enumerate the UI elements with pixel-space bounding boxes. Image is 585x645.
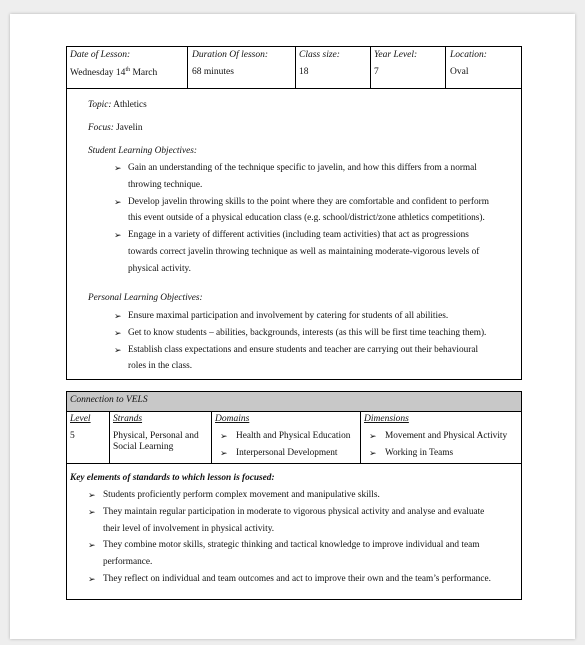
domains-label: Domains: [215, 414, 250, 424]
strands-label: Strands: [113, 414, 143, 424]
arrow-bullet-icon: ➢: [369, 431, 377, 441]
list-item-line: Ensure maximal participation and involvement by catering for students of all abilities.: [128, 311, 449, 321]
list-item-line: roles in the class.: [128, 361, 193, 372]
year-level-label: Year Level:: [374, 50, 418, 60]
list-item-line: this event outside of a physical education class (e.g. school/district/zone athletics competitions).: [128, 213, 485, 224]
list-item-line: Develop javelin throwing skills to the point where they are comfortable and confident to perform: [128, 196, 489, 207]
focus-line: Focus: Javelin: [88, 123, 143, 133]
arrow-bullet-icon: ➢: [220, 431, 228, 441]
strands-value-2: Social Learning: [113, 442, 174, 452]
strands-value-1: Physical, Personal and: [113, 431, 199, 441]
list-item-line: Gain an understanding of the technique specific to javelin, and how this differs from a normal: [128, 163, 477, 173]
list-item: Working in Teams: [385, 448, 454, 458]
arrow-bullet-icon: ➢: [114, 311, 122, 321]
lesson-plan-page: [10, 14, 575, 639]
class-size-label: Class size:: [299, 50, 340, 60]
arrow-bullet-icon: ➢: [114, 344, 122, 355]
level-value: 5: [70, 431, 75, 441]
lesson-info-table: [66, 46, 522, 89]
arrow-bullet-icon: ➢: [114, 230, 122, 241]
list-item-line: throwing technique.: [128, 179, 203, 190]
duration-value: 68 minutes: [192, 67, 234, 77]
key-elements-heading: Key elements of standards to which lesson is focused:: [70, 473, 275, 483]
arrow-bullet-icon: ➢: [114, 327, 122, 338]
list-item-line: Establish class expectations and ensure students and teacher are carrying out their behavioural: [128, 344, 479, 355]
vels-header: Connection to VELS: [70, 395, 148, 405]
list-item: Movement and Physical Activity: [385, 431, 508, 441]
list-item-line: performance.: [103, 557, 153, 568]
list-item-line: their level of involvement in physical activity.: [103, 523, 275, 534]
location-label: Location:: [450, 50, 487, 60]
list-item: Health and Physical Education: [236, 431, 351, 441]
location-value: Oval: [450, 67, 469, 77]
arrow-bullet-icon: ➢: [220, 448, 228, 458]
list-item-line: physical activity.: [128, 263, 191, 274]
date-label: Date of Lesson:: [70, 50, 131, 60]
objectives-table: [66, 88, 522, 380]
arrow-bullet-icon: ➢: [369, 448, 377, 458]
list-item-line: They combine motor skills, strategic thinking and tactical knowledge to improve individual and team: [103, 540, 480, 551]
class-size-value: 18: [299, 67, 309, 77]
list-item-line: towards correct javelin throwing technique as well as maintaining moderate-vigorous levels of: [128, 247, 480, 257]
list-item-line: Engage in a variety of different activities (including team activities) that act as progressions: [128, 230, 469, 241]
arrow-bullet-icon: ➢: [114, 163, 122, 173]
list-item-line: They maintain regular participation in moderate to vigorous physical activity and analyse and evaluate: [103, 506, 485, 517]
list-item-line: Get to know students – abilities, backgrounds, interests (as this will be first time teaching them).: [128, 327, 487, 338]
dimensions-label: Dimensions: [364, 414, 409, 424]
year-level-value: 7: [374, 67, 379, 77]
arrow-bullet-icon: ➢: [88, 574, 96, 584]
student-objectives-heading: Student Learning Objectives:: [88, 146, 197, 156]
vels-table: [66, 391, 522, 600]
duration-label: Duration Of lesson:: [192, 50, 268, 60]
arrow-bullet-icon: ➢: [114, 196, 122, 207]
list-item: Interpersonal Development: [236, 448, 338, 458]
topic-line: Topic: Athletics: [88, 100, 147, 110]
arrow-bullet-icon: ➢: [88, 540, 96, 551]
arrow-bullet-icon: ➢: [88, 490, 96, 500]
level-label: Level: [70, 414, 91, 424]
arrow-bullet-icon: ➢: [88, 506, 96, 517]
date-value: Wednesday 14th March: [70, 67, 158, 79]
list-item-line: They reflect on individual and team outcomes and act to improve their own and the team’s performance.: [103, 574, 492, 584]
personal-objectives-heading: Personal Learning Objectives:: [88, 293, 203, 303]
list-item-line: Students proficiently perform complex movement and manipulative skills.: [103, 490, 380, 500]
